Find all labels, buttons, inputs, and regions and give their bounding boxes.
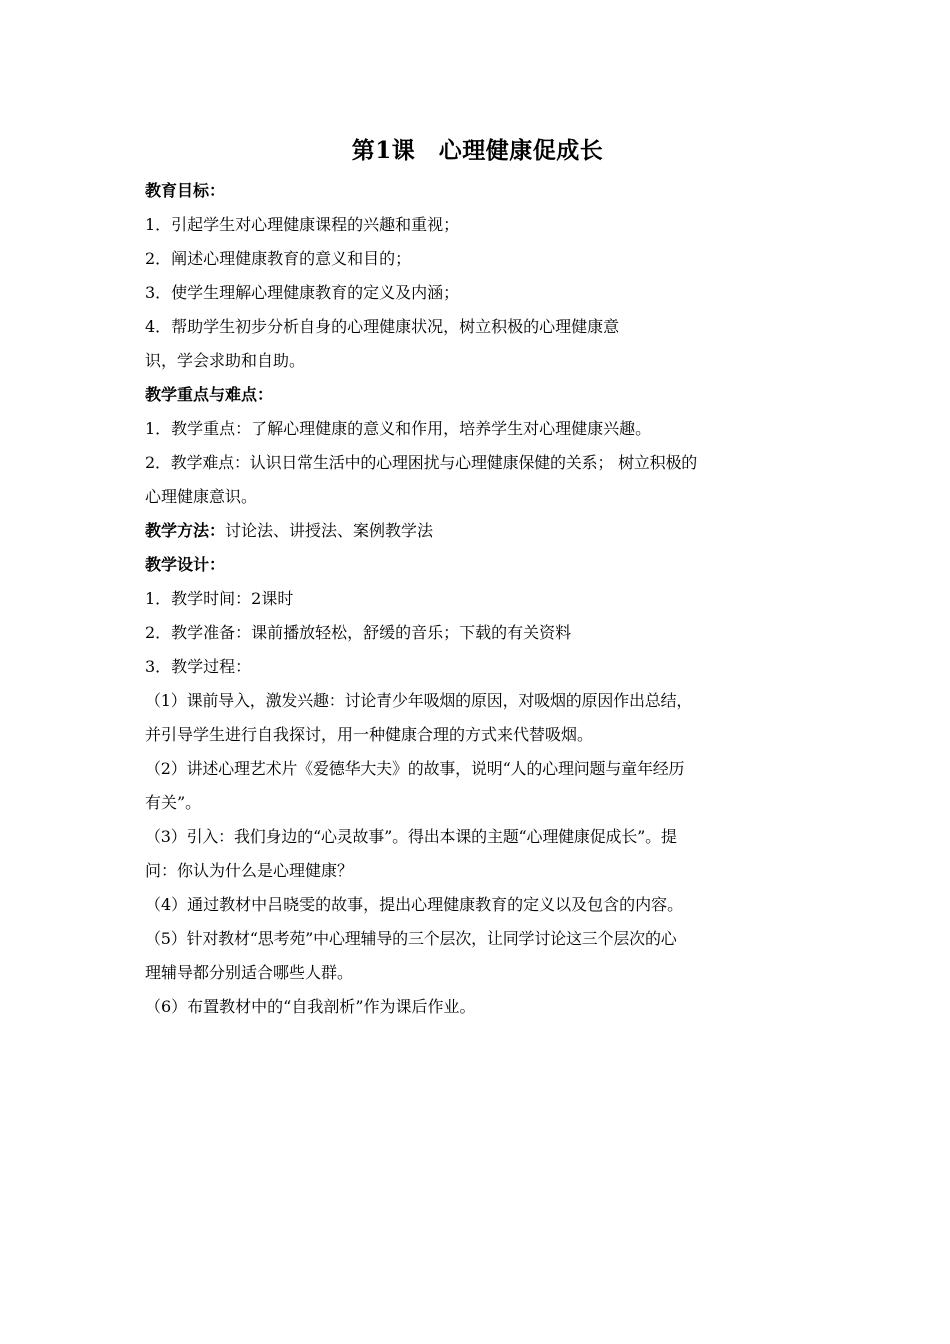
process-step-1-cont: 并引导学生进行自我探讨，用一种健康合理的方式来代替吸烟。 [145, 725, 594, 744]
process-step-2: （2）讲述心理艺术片《爱德华大夫》的故事，说明“人的心理问题与童年经历 [145, 759, 685, 778]
process-step-1: （1）课前导入，激发兴趣：讨论青少年吸烟的原因，对吸烟的原因作出总结， [145, 691, 693, 710]
methods-line [145, 514, 810, 548]
process-step-5-cont: 理辅导都分别适合哪些人群。 [145, 963, 354, 982]
process-step-2-cont: 有关”。 [145, 793, 202, 812]
methods-heading: 教学方法： [145, 521, 226, 540]
process-step-3: （3）引入：我们身边的“心灵故事”。得出本课的主题“心理健康促成长”。提 [145, 827, 677, 846]
process-step-6: （6）布置教材中的“自我剖析”作为课后作业。 [145, 997, 476, 1016]
design-heading: 教学设计： [145, 555, 226, 574]
objective-item-4-cont: 识，学会求助和自助。 [145, 351, 306, 370]
lesson-content [145, 174, 810, 1024]
objective-item-3: 3．使学生理解心理健康教育的定义及内涵； [145, 283, 460, 302]
process-step-3-cont: 问：你认为什么是心理健康？ [145, 861, 354, 880]
key-point-1: 1．教学重点：了解心理健康的意义和作用，培养学生对心理健康兴趣。 [145, 419, 652, 438]
objectives-heading: 教育目标： [145, 181, 226, 200]
process-step-4: （4）通过教材中吕晓雯的故事，提出心理健康教育的定义以及包含的内容。 [145, 895, 684, 914]
key-points-heading: 教学重点与难点： [145, 385, 274, 404]
lesson-title: 第1课 心理健康促成长 [351, 137, 604, 164]
design-item-1: 1．教学时间：2课时 [145, 589, 294, 608]
objective-item-1: 1．引起学生对心理健康课程的兴趣和重视； [145, 215, 460, 234]
objective-item-4: 4．帮助学生初步分析自身的心理健康状况，树立积极的心理健康意 [145, 317, 620, 336]
methods-text: 讨论法、讲授法、案例教学法 [225, 521, 434, 540]
design-item-3: 3．教学过程： [145, 657, 252, 676]
objective-item-2: 2．阐述心理健康教育的意义和目的； [145, 249, 412, 268]
key-point-2: 2．教学难点：认识日常生活中的心理困扰与心理健康保健的关系； 树立积极的 [145, 453, 698, 472]
key-point-2-cont: 心理健康意识。 [145, 487, 258, 506]
process-step-5: （5）针对教材“思考苑”中心理辅导的三个层次，让同学讨论这三个层次的心 [145, 929, 677, 948]
design-item-2: 2．教学准备：课前播放轻松，舒缓的音乐；下载的有关资料 [145, 623, 572, 642]
